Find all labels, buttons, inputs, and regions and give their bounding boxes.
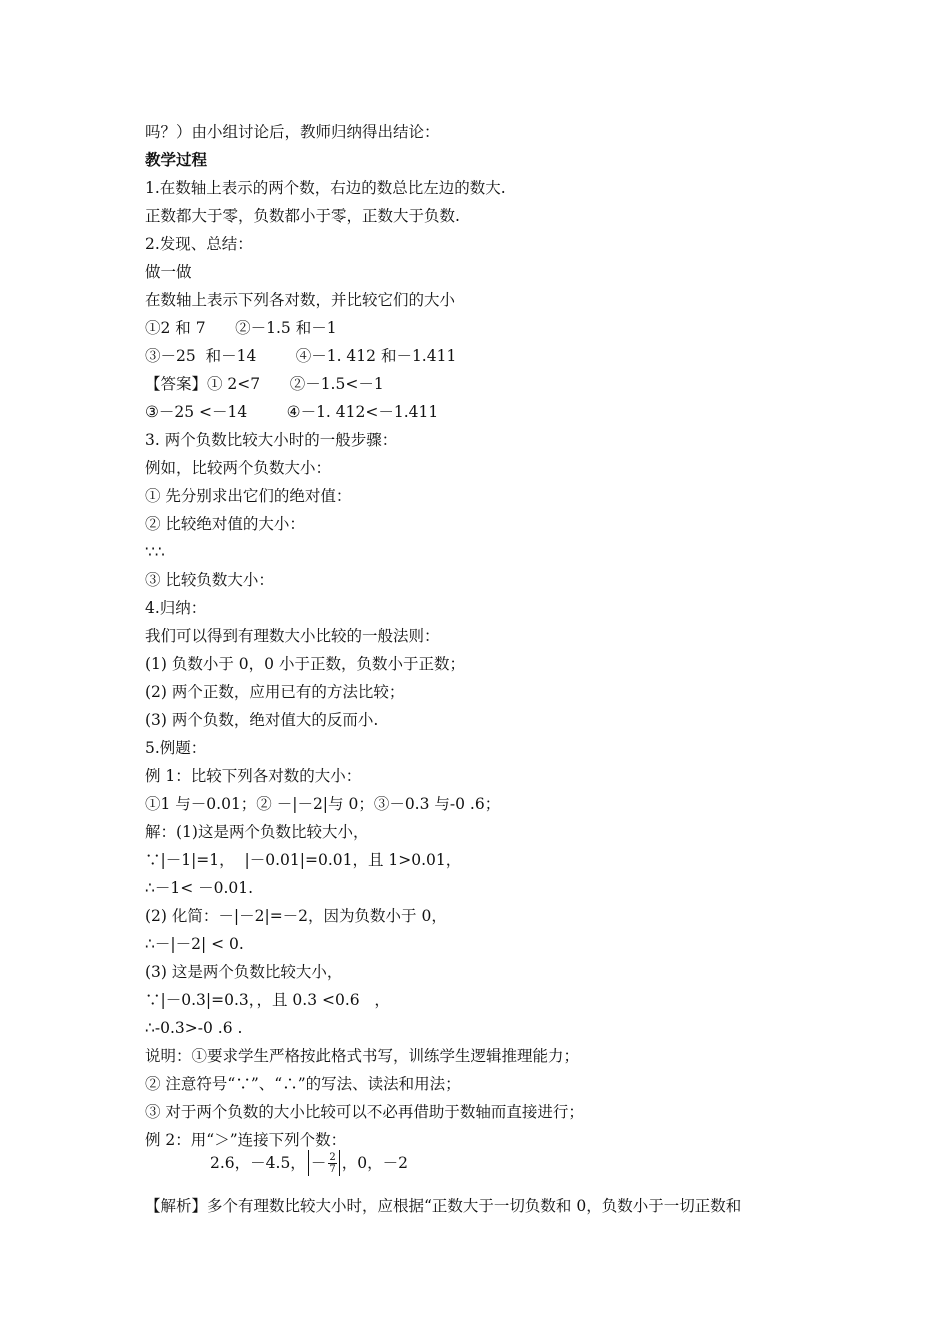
section-heading: 教学过程 <box>145 151 208 169</box>
text-line: 正数都大于零，负数都小于零，正数大于负数. <box>145 207 460 225</box>
solution-line: ∵|－1|=1， |－0.01|=0.01，且 1>0.01， <box>145 851 462 869</box>
text-line: 5.例题： <box>145 739 207 757</box>
text-line: 3. 两个负数比较大小时的一般步骤： <box>145 431 398 449</box>
text-line: ② 比较绝对值的大小： <box>145 515 305 533</box>
solution-line: ∴-0.3>-0 .6 . <box>145 1019 243 1037</box>
text-line: 1.在数轴上表示的两个数，右边的数总比左边的数大. <box>145 179 506 197</box>
note-line: 说明：①要求学生严格按此格式书写，训练学生逻辑推理能力； <box>145 1047 580 1065</box>
example-title: 例 1：比较下列各对数的大小： <box>145 767 362 785</box>
rule-item: (3) 两个负数，绝对值大的反而小. <box>145 711 379 729</box>
solution-line: ∴－1< －0.01. <box>145 879 254 897</box>
text-line: 2.发现、总结： <box>145 235 253 253</box>
text-line: 例如，比较两个负数大小： <box>145 459 332 477</box>
answer-line: ③－25 <－14 ④－1. 412<－1.411 <box>145 403 439 421</box>
because-therefore-symbols: ∵∴ <box>145 543 165 561</box>
number-list-formula <box>210 1150 408 1176</box>
minus-sign: － <box>310 1154 327 1172</box>
solution-line: (2) 化简：－|－2|=－2，因为负数小于 0， <box>145 907 447 925</box>
solution-line: ∵|－0.3|=0.3，，且 0.3 <0.6 ， <box>145 991 390 1009</box>
text-line: 吗？）由小组讨论后，教师归纳得出结论： <box>145 123 440 141</box>
text-line: 做一做 <box>145 263 192 281</box>
text-line: 我们可以得到有理数大小比较的一般法则： <box>145 627 440 645</box>
solution-line: ∴－|－2| < 0. <box>145 935 244 953</box>
note-line: ② 注意符号“∵”、“∴”的写法、读法和用法； <box>145 1075 461 1093</box>
fraction-denominator: 7 <box>329 1163 336 1175</box>
text-line: ③ 比较负数大小： <box>145 571 274 589</box>
text-line: ①2 和 7 ②－1.5 和－1 <box>145 319 337 337</box>
text-line: 在数轴上表示下列各对数，并比较它们的大小 <box>145 291 456 309</box>
text-line: ① 先分别求出它们的绝对值： <box>145 487 352 505</box>
text-line: ①1 与－0.01；② －|－2|与 0；③－0.3 与-0 .6； <box>145 795 501 813</box>
fraction <box>328 1152 336 1175</box>
analysis-line: 【解析】多个有理数比较大小时，应根据“正数大于一切负数和 0，负数小于一切正数和 <box>145 1197 742 1215</box>
absolute-value-expression <box>308 1150 340 1176</box>
text-line: 4.归纳： <box>145 599 207 617</box>
formula-text-before: 2.6，－4.5， <box>210 1154 306 1172</box>
rule-item: (2) 两个正数，应用已有的方法比较； <box>145 683 405 701</box>
fraction-numerator: 2 <box>329 1151 336 1163</box>
answer-line: 【答案】① 2<7 ②－1.5<－1 <box>145 375 384 393</box>
rule-item: (1) 负数小于 0，0 小于正数，负数小于正数； <box>145 655 465 673</box>
solution-line: (3) 这是两个负数比较大小， <box>145 963 343 981</box>
solution-line: 解：(1)这是两个负数比较大小， <box>145 823 369 841</box>
formula-text-after: ，0，－2 <box>341 1154 408 1172</box>
note-line: ③ 对于两个负数的大小比较可以不必再借助于数轴而直接进行； <box>145 1103 584 1121</box>
example-title: 例 2：用“＞”连接下列个数： <box>145 1131 347 1149</box>
text-line: ③－25 和－14 ④－1. 412 和－1.411 <box>145 347 457 365</box>
